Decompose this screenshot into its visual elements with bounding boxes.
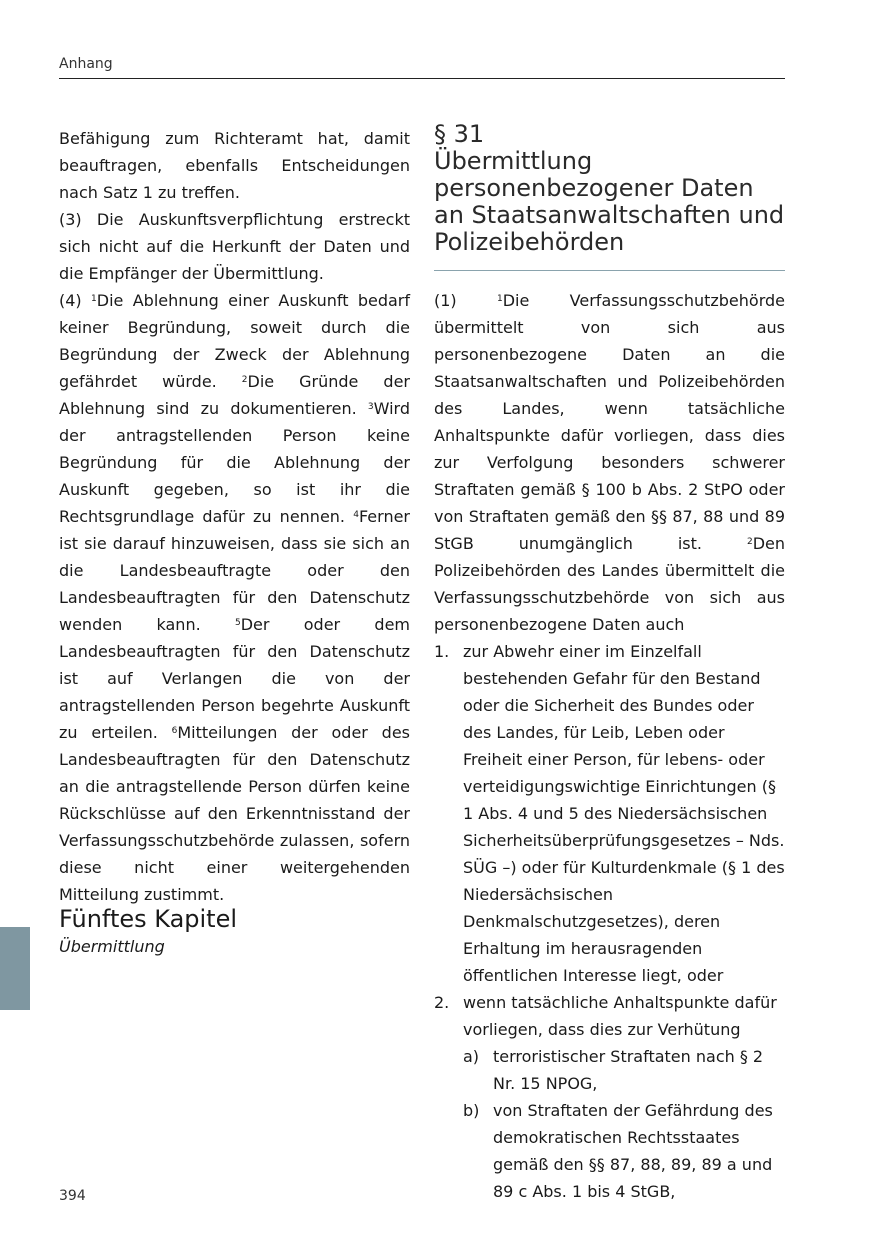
sentence-number: 2	[241, 375, 248, 385]
right-column	[434, 287, 785, 1205]
sentence-number: 3	[367, 402, 374, 412]
chapter-title: Fünftes Kapitel	[59, 905, 238, 933]
list-item-text: wenn tatsächliche Anhaltspunkte dafür vorliegen, dass dies zur Verhütung	[463, 993, 777, 1039]
sentence-number: 1	[91, 294, 97, 304]
section-rule	[434, 270, 785, 271]
list-item	[434, 989, 785, 1205]
chapter-subtitle: Übermittlung	[59, 937, 165, 956]
running-head: Anhang	[59, 56, 113, 72]
sentence-number: 2	[746, 537, 753, 547]
sub-list	[463, 1043, 785, 1205]
sub-list-item	[463, 1043, 785, 1097]
list-item	[434, 638, 785, 989]
sentence: Den Polizeibehörden des Landes übermittelt die Verfassungsschutzbehörde von sich aus personenbezogene Daten auch	[434, 534, 785, 634]
left-column	[59, 125, 410, 908]
sub-list-item-text: terroristischer Straftaten nach § 2 Nr. 15 NPOG,	[493, 1047, 764, 1093]
section-paragraph-1	[434, 287, 785, 638]
paragraph-4	[59, 287, 410, 908]
chapter-thumb-tab	[0, 927, 30, 1010]
sub-list-item	[463, 1097, 785, 1205]
sentence: Die Ablehnung einer Auskunft bedarf keiner Begründung, soweit durch die Begründung der Zweck der Ablehnung gefährdet würde.	[59, 291, 410, 391]
sentence-number: 6	[171, 726, 178, 736]
sentence-number: 1	[497, 294, 503, 304]
sentence-number: 4	[353, 510, 359, 520]
paragraph-4-prefix: (4)	[59, 291, 92, 310]
section-heading	[434, 121, 785, 256]
list-item-text: zur Abwehr einer im Einzelfall bestehenden Gefahr für den Bestand oder die Sicherheit des Bundes oder des Landes, für Leib, Leben oder Freiheit einer Person, für lebens- oder verteidigungswichtige Einrichtungen (§ 1 Abs. 4 und 5 des Niedersächsischen Sicherheitsüberprüfungsgesetzes – Nds. SÜG –) oder für Kulturdenkmale (§ 1 des Niedersächsischen Denkmalschutzgesetzes), deren Erhaltung im herausragenden öffentlichen Interesse liegt, oder	[463, 642, 785, 985]
sub-list-item-text: von Straftaten der Gefährdung des demokratischen Rechtsstaates gemäß den §§ 87, 88, 89, 89 a und 89 c Abs. 1 bis 4 StGB,	[493, 1101, 773, 1201]
sentence: Die Gründe der Ablehnung sind zu dokumentieren.	[59, 372, 410, 418]
sentence: Wird der antragstellenden Person keine Begründung für die Ablehnung der Auskunft gegeben, so ist ihr die Rechtsgrundlage dafür zu nennen.	[59, 399, 410, 526]
sentence: Der oder dem Landesbeauftragten für den Datenschutz ist auf Verlangen die von der antragstellenden Person begehrte Auskunft zu erteilen.	[59, 615, 410, 742]
page-number: 394	[59, 1188, 86, 1204]
numbered-list	[434, 638, 785, 1205]
list-item-number: 1.	[434, 642, 450, 661]
header-rule	[59, 78, 785, 79]
chapter-heading	[59, 903, 410, 959]
sentence: Die Verfassungsschutzbehörde übermittelt von sich aus personenbezogene Daten an die Staatsanwaltschaften und Polizeibehörden des Landes, wenn tatsächliche Anhaltspunkte dafür vorliegen, dass dies zur Verfolgung besonders schwerer Straftaten gemäß § 100 b Abs. 2 StPO oder von Straftaten gemäß den §§ 87, 88 und 89 StGB unumgänglich ist.	[434, 291, 785, 553]
paragraph-continued: Befähigung zum Richteramt hat, damit beauftragen, ebenfalls Entscheidungen nach Satz 1 zu treffen.	[59, 129, 410, 202]
sub-list-item-letter: a)	[463, 1047, 480, 1066]
paragraph-prefix: (1)	[434, 291, 497, 310]
sentence-number: 5	[234, 618, 241, 628]
sentence: Mitteilungen der oder des Landesbeauftragten für den Datenschutz an die antragstellende Person dürfen keine Rückschlüsse auf den Erkenntnisstand der Verfassungsschutzbehörde zulassen, sofern diese nicht einer weitergehenden Mitteilung zustimmt.	[59, 723, 410, 904]
section-number: § 31	[434, 120, 485, 148]
sub-list-item-letter: b)	[463, 1101, 480, 1120]
list-item-number: 2.	[434, 993, 450, 1012]
paragraph-3: (3) Die Auskunftsverpflichtung erstreckt sich nicht auf die Herkunft der Daten und die Empfänger der Übermittlung.	[59, 210, 410, 283]
sentence: Ferner ist sie darauf hinzuweisen, dass sie sich an die Landesbeauftragte oder den Landesbeauftragten für den Datenschutz wenden kann.	[59, 507, 410, 634]
section-title: Übermittlung personenbezogener Daten an Staatsanwaltschaften und Polizeibehörden	[434, 147, 785, 256]
